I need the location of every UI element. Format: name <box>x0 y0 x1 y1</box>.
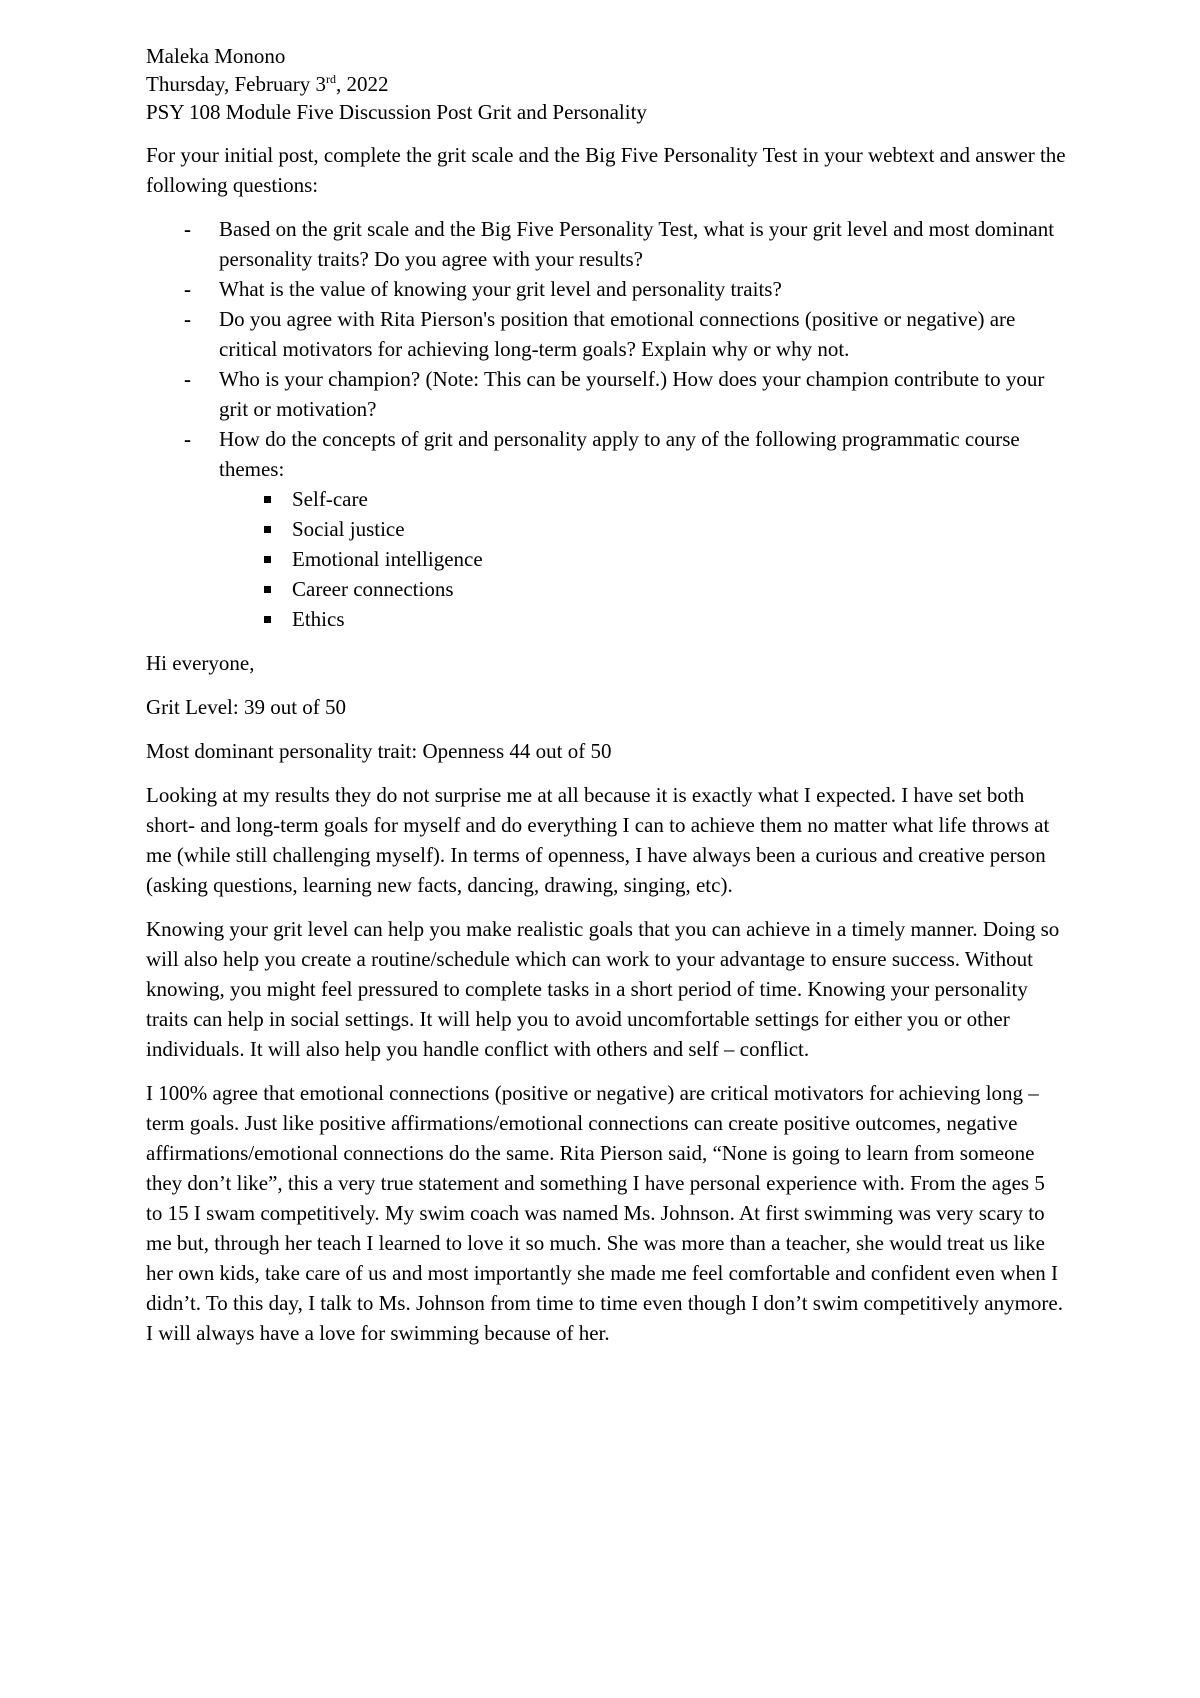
question-item <box>146 214 1066 274</box>
document-page <box>146 42 1066 1362</box>
response-paragraph-results: Looking at my results they do not surprise me at all because it is exactly what I expected. I have set both short- and long-term goals for myself and do everything I can to achieve them no matter what life throws at me (while still challenging myself). In terms of openness, I have always been a curious and creative person (asking questions, learning new facts, dancing, drawing, singing, etc). <box>146 783 1050 897</box>
question-item <box>146 424 1066 484</box>
dash-bullet: - <box>184 217 191 241</box>
theme-item <box>146 604 1066 634</box>
dominant-trait: Most dominant personality trait: Openness 44 out of 50 <box>146 739 612 763</box>
response-paragraph-connections: I 100% agree that emotional connections (positive or negative) are critical motivators for achieving long – term goals. Just like positive affirmations/emotional connections can create positive outcomes, negative affirmations/emotional connections do the same. Rita Pierson said, “None is going to learn from someone they don’t like”, this a very true statement and something I have personal experience with. From the ages 5 to 15 I swam competitively. My swim coach was named Ms. Johnson. At first swimming was very scary to me but, through her teach I learned to love it so much. She was more than a teacher, she would treat us like her own kids, take care of us and most importantly she made me feel comfortable and confident even when I didn’t. To this day, I talk to Ms. Johnson from time to time even though I don’t swim competitively anymore. I will always have a love for swimming because of her. <box>146 1081 1063 1345</box>
theme-label: Emotional intelligence <box>292 547 483 571</box>
greeting: Hi everyone, <box>146 651 255 675</box>
square-bullet-icon <box>264 526 271 533</box>
date-suffix: , 2022 <box>336 72 389 96</box>
course-title: PSY 108 Module Five Discussion Post Grit and Personality <box>146 100 647 124</box>
instructions-paragraph: For your initial post, complete the grit scale and the Big Five Personality Test in your webtext and answer the following questions: <box>146 143 1066 197</box>
document-header <box>146 42 1066 126</box>
author-name: Maleka Monono <box>146 44 286 68</box>
question-item <box>146 304 1066 364</box>
dash-bullet: - <box>184 307 191 331</box>
question-item <box>146 364 1066 424</box>
dash-bullet: - <box>184 427 191 451</box>
theme-item <box>146 544 1066 574</box>
response-paragraph-value: Knowing your grit level can help you make realistic goals that you can achieve in a timely manner. Doing so will also help you create a routine/schedule which can work to your advantage to ensure success. Without knowing, you might feel pressured to complete tasks in a short period of time. Knowing your personality traits can help in social settings. It will help you to avoid uncomfortable settings for either you or other individuals. It will also help you handle conflict with others and self – conflict. <box>146 917 1060 1061</box>
theme-label: Social justice <box>292 517 405 541</box>
date-prefix: Thursday, February 3 <box>146 72 327 96</box>
grit-level: Grit Level: 39 out of 50 <box>146 695 347 719</box>
dash-bullet: - <box>184 367 191 391</box>
theme-label: Career connections <box>292 577 454 601</box>
question-text: Who is your champion? (Note: This can be yourself.) How does your champion contribute to your grit or motivation? <box>219 367 1045 421</box>
date-ordinal: rd <box>326 72 337 86</box>
course-theme-list <box>146 484 1066 634</box>
square-bullet-icon <box>264 556 271 563</box>
question-list <box>146 214 1066 484</box>
square-bullet-icon <box>264 496 271 503</box>
question-text: How do the concepts of grit and personality apply to any of the following programmatic course themes: <box>219 427 1020 481</box>
theme-item <box>146 514 1066 544</box>
theme-label: Ethics <box>292 607 345 631</box>
question-text: Based on the grit scale and the Big Five Personality Test, what is your grit level and most dominant personality traits? Do you agree with your results? <box>219 217 1055 271</box>
question-text: Do you agree with Rita Pierson's position that emotional connections (positive or negative) are critical motivators for achieving long-term goals? Explain why or why not. <box>219 307 1016 361</box>
theme-item <box>146 574 1066 604</box>
square-bullet-icon <box>264 616 271 623</box>
square-bullet-icon <box>264 586 271 593</box>
question-item <box>146 274 1066 304</box>
theme-label: Self-care <box>292 487 368 511</box>
post-date <box>146 70 1066 98</box>
theme-item <box>146 484 1066 514</box>
dash-bullet: - <box>184 277 191 301</box>
question-text: What is the value of knowing your grit level and personality traits? <box>219 277 782 301</box>
